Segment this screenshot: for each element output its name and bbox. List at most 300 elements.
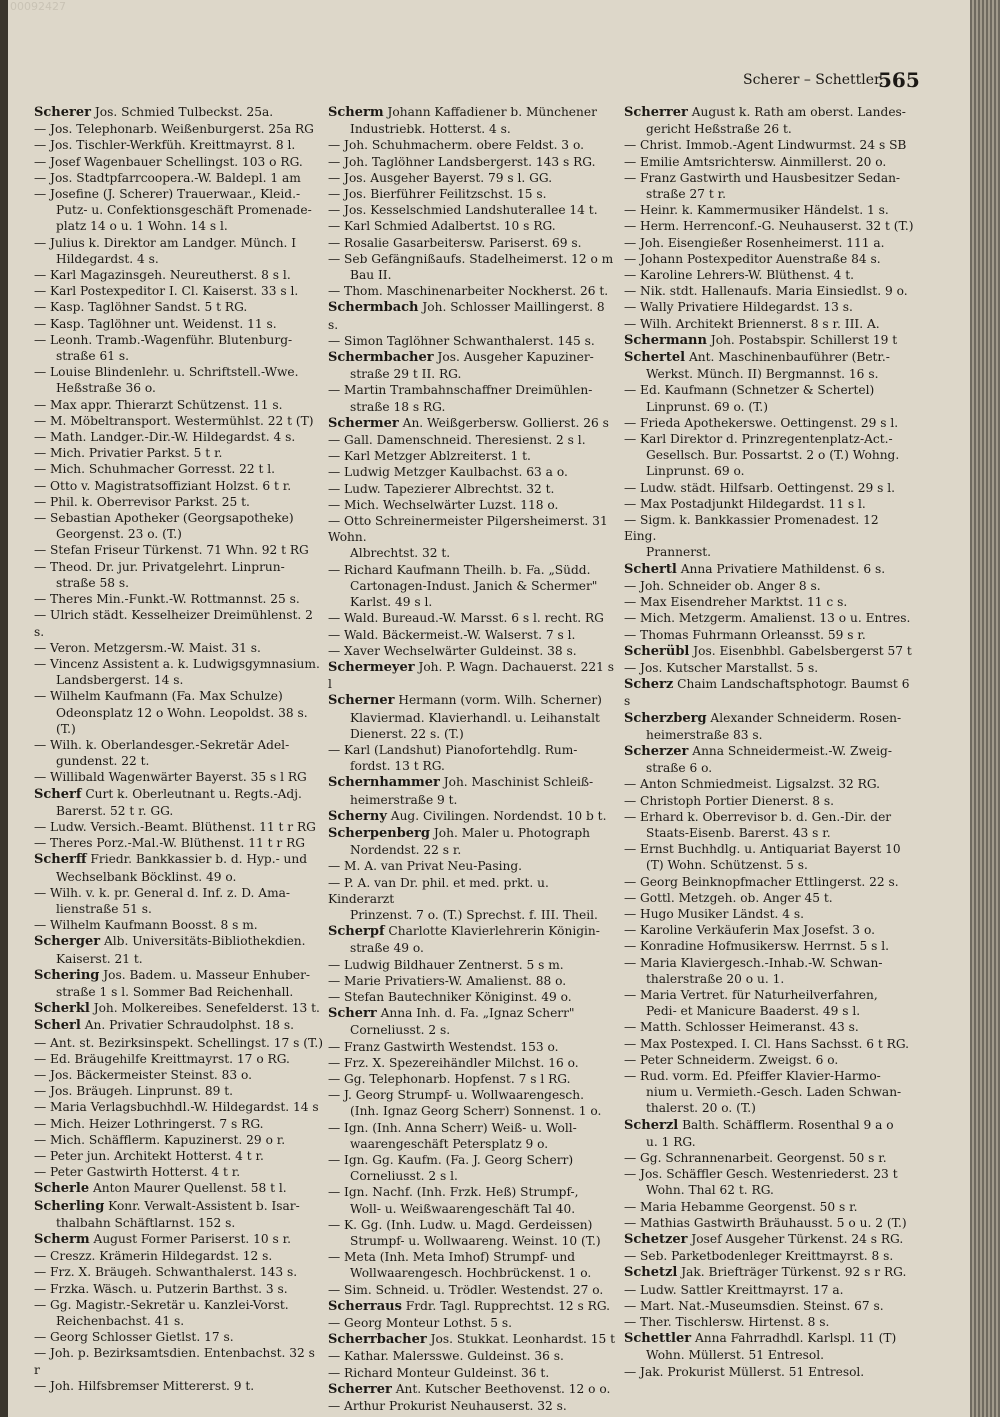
entry-surname: Scherrbacher: [328, 1332, 427, 1348]
directory-entry: [328, 1136, 618, 1152]
entry-text: — Wald. Bäckermeist.-W. Walserst. 7 s l.: [328, 627, 576, 642]
entry-text: — Arthur Prokurist Neuhauserst. 32 s.: [328, 1399, 567, 1414]
entry-text: — Xaver Wechselwärter Guldeinst. 38 s.: [328, 643, 577, 658]
directory-entry: [328, 594, 618, 610]
entry-text: — Gg. Schrannenarbeit. Georgenst. 50 s r.: [624, 1151, 887, 1165]
directory-entry: [34, 332, 324, 348]
entry-text: — Jak. Prokurist Müllerst. 51 Entresol.: [624, 1364, 865, 1379]
directory-entry: [624, 544, 914, 560]
directory-entry: [328, 989, 618, 1005]
directory-entry: [34, 526, 324, 542]
entry-text: heimerstraße 83 s.: [646, 727, 763, 742]
directory-entry: [624, 627, 914, 643]
directory-entry: [328, 399, 618, 415]
entry-text: — Otto Schreinermeister Pilgersheimerst. 31 Wohn.: [328, 514, 608, 545]
directory-entry: [624, 1084, 914, 1100]
directory-entry: [328, 235, 618, 251]
entry-text: Chaim Landschaftsphotogr. Baumst 6 s: [624, 677, 910, 709]
entry-text: — Sigm. k. Bankkassier Promenadest. 12 Eing.: [624, 513, 879, 544]
entry-text: Industriebk. Hotterst. 4 s.: [350, 122, 511, 137]
entry-text: Joh. Molkereibes. Senefelderst. 13 t.: [89, 1001, 320, 1016]
directory-entry: [624, 890, 914, 906]
directory-entry: [624, 938, 914, 954]
directory-entry: [34, 218, 324, 234]
directory-entry: [328, 1039, 618, 1055]
entry-text: — Anton Schmiedmeist. Ligsalzst. 32 RG.: [624, 777, 880, 792]
entry-text: — Gg. Magistr.-Sekretär u. Kanzlei-Vorst.: [34, 1297, 289, 1312]
entry-text: Jos. Eisenbhbl. Gabelsbergerst 57 t: [689, 643, 912, 658]
directory-entry: [328, 218, 618, 234]
directory-entry: [34, 1198, 324, 1215]
directory-entry: [328, 267, 618, 283]
entry-text: Wohn. Thal 62 t. RG.: [646, 1183, 774, 1198]
entry-text: — Theres Min.-Funkt.-W. Rottmannst. 25 s.: [34, 592, 300, 607]
directory-entry: [624, 496, 914, 512]
directory-entry: [34, 1329, 324, 1345]
entry-text: straße 61 s.: [56, 349, 129, 364]
directory-entry: [34, 819, 324, 835]
directory-entry: [624, 1231, 914, 1248]
entry-text: u. 1 RG.: [646, 1134, 696, 1149]
directory-entry: [624, 578, 914, 594]
directory-entry: [34, 672, 324, 688]
directory-entry: [34, 1000, 324, 1017]
directory-entry: [624, 415, 914, 431]
entry-surname: Schermbacher: [328, 350, 434, 366]
directory-entry: [328, 1071, 618, 1087]
directory-entry: [624, 1166, 914, 1182]
directory-entry: [624, 512, 914, 544]
entry-text: Jak. Briefträger Türkenst. 92 s r RG.: [677, 1265, 907, 1280]
entry-text: — Gall. Damenschneid. Theresienst. 2 s l.: [328, 433, 586, 448]
entry-text: — Joh. Eisengießer Rosenheimerst. 111 a.: [624, 235, 885, 250]
directory-entry: [328, 610, 618, 626]
entry-text: Charlotte Klavierlehrerin Königin-: [384, 924, 600, 939]
entry-text: straße 18 s RG.: [350, 399, 446, 414]
entry-text: straße 27 t r.: [646, 187, 726, 202]
directory-entry: [624, 366, 914, 382]
entry-text: — Otto v. Magistratsoffiziant Holzst. 6 t r.: [34, 478, 292, 493]
entry-text: — Jos. Tischler-Werkfüh. Kreittmayrst. 8 l.: [34, 138, 296, 153]
entry-text: Ant. Kutscher Beethovenst. 12 o o.: [391, 1381, 611, 1396]
directory-entry: [328, 726, 618, 742]
directory-entry: [34, 786, 324, 803]
entry-surname: Scherpenberg: [328, 825, 430, 841]
entry-text: — Hugo Musiker Ländst. 4 s.: [624, 906, 804, 921]
entry-text: Anna Fahrradhdl. Karlspl. 11 (T): [691, 1331, 897, 1346]
directory-entry: [34, 186, 324, 202]
directory-entry: [624, 676, 914, 709]
entry-text: — Sebastian Apotheker (Georgsapotheke): [34, 511, 294, 526]
directory-entry: [624, 1100, 914, 1116]
entry-text: — Georg Schlosser Gietlst. 17 s.: [34, 1330, 234, 1345]
entry-text: Frdr. Tagl. Rupprechtst. 12 s RG.: [401, 1298, 611, 1313]
directory-entry: [34, 885, 324, 901]
directory-entry: [34, 1083, 324, 1099]
entry-text: — Gottl. Metzgeh. ob. Anger 45 t.: [624, 890, 833, 905]
directory-entry: [34, 869, 324, 885]
directory-entry: [328, 1298, 618, 1315]
entry-text: — Thom. Maschinenarbeiter Nockherst. 26 t.: [328, 284, 609, 299]
entry-surname: Scherm: [328, 105, 384, 120]
directory-entry: [624, 955, 914, 971]
directory-entry: [34, 1297, 324, 1313]
directory-entry: [624, 267, 914, 283]
entry-text: — Ludwig Bildhauer Zentnerst. 5 s m.: [328, 957, 564, 972]
entry-text: — Joh. Schuhmacherm. obere Feldst. 3 o.: [328, 138, 584, 153]
directory-entry: [34, 364, 324, 380]
entry-text: — Ludw. städt. Hilfsarb. Oettingenst. 29 s l.: [624, 480, 896, 495]
directory-entry: [34, 1231, 324, 1248]
directory-entry: [624, 1182, 914, 1198]
entry-text: — Mich. Privatier Parkst. 5 t r.: [34, 446, 223, 461]
directory-entry: [624, 610, 914, 626]
directory-entry: [624, 137, 914, 153]
entry-surname: Schertel: [624, 350, 686, 366]
entry-surname: Scherzberg: [624, 710, 707, 726]
directory-entry: [34, 413, 324, 429]
entry-text: — Marie Privatiers-W. Amalienst. 88 o.: [328, 973, 567, 988]
directory-entry: [328, 1055, 618, 1071]
directory-entry: [328, 923, 618, 940]
directory-entry: [624, 1036, 914, 1052]
entry-text: Anton Maurer Quellenst. 58 t l.: [89, 1181, 287, 1196]
directory-entry: [624, 1282, 914, 1298]
entry-text: — Seb. Parketbodenleger Kreittmayrst. 8 s.: [624, 1249, 894, 1264]
entry-text: — Josef Wagenbauer Schellingst. 103 o RG.: [34, 154, 303, 169]
directory-entry: [34, 1164, 324, 1180]
directory-entry: [34, 967, 324, 984]
directory-entry: [328, 940, 618, 956]
entry-text: — Martin Trambahnschaffner Dreimühlen-: [328, 383, 593, 398]
directory-entry: [34, 803, 324, 819]
directory-entry: [624, 104, 914, 121]
entry-text: — Thomas Fuhrmann Orleansst. 59 s r.: [624, 627, 866, 642]
directory-entry: [328, 774, 618, 791]
directory-entry: [624, 1068, 914, 1084]
entry-text: — Mart. Nat.-Museumsdien. Steinst. 67 s.: [624, 1298, 884, 1313]
entry-text: — Joh. Hilfsbremser Mittererst. 9 t.: [34, 1378, 255, 1393]
directory-entry: [328, 842, 618, 858]
directory-entry: [624, 186, 914, 202]
directory-entry: [34, 478, 324, 494]
directory-entry: [328, 957, 618, 973]
directory-entry: [624, 1150, 914, 1166]
entry-surname: Schernhammer: [328, 775, 440, 791]
entry-text: — Christoph Portier Dienerst. 8 s.: [624, 793, 834, 808]
directory-entry: [328, 513, 618, 545]
entry-text: Karlst. 49 s l.: [350, 595, 433, 610]
entry-text: — Mich. Metzgerm. Amalienst. 13 o u. Entres.: [624, 611, 911, 626]
entry-text: — Wilh. Architekt Briennerst. 8 s r. III. A.: [624, 316, 880, 331]
entry-text: nium u. Vermieth.-Gesch. Laden Schwan-: [646, 1085, 902, 1100]
entry-text: — Peter jun. Architekt Hotterst. 4 t r.: [34, 1149, 264, 1163]
entry-text: Staats-Eisenb. Barerst. 43 s r.: [646, 825, 831, 840]
directory-entry: [624, 218, 914, 234]
entry-text: — Math. Landger.-Dir.-W. Hildegardst. 4 s.: [34, 430, 296, 445]
entry-text: Alexander Schneiderm. Rosen-: [706, 710, 902, 725]
entry-text: August k. Rath am oberst. Landes-: [687, 105, 906, 119]
entry-text: — Ign. Nachf. (Inh. Frzk. Heß) Strumpf-,: [328, 1185, 579, 1200]
directory-entry: [34, 380, 324, 396]
entry-text: Hermann (vorm. Wilh. Scherner): [394, 693, 602, 708]
directory-entry: [624, 710, 914, 727]
entry-text: — Kasp. Taglöhner Sandst. 5 t RG.: [34, 300, 248, 315]
entry-text: — M. Möbeltransport. Westermühlst. 22 t (T): [34, 413, 314, 428]
directory-entry: [34, 542, 324, 558]
entry-text: (Inh. Ignaz Georg Scherr) Sonnenst. 1 o.: [350, 1104, 602, 1119]
directory-entry: [624, 1298, 914, 1314]
directory-entry: [34, 397, 324, 413]
directory-entry: [34, 267, 324, 283]
entry-text: — Mich. Schäfflerm. Kapuzinerst. 29 o r.: [34, 1132, 286, 1147]
directory-entry: [34, 429, 324, 445]
entry-text: Corneliusst. 2 s.: [350, 1023, 451, 1038]
directory-entry: [34, 1215, 324, 1231]
book-gutter: [0, 0, 8, 1417]
entry-text: Linprunst. 69 o. (T.): [646, 399, 769, 414]
entry-text: — Frz. X. Spezereihändler Milchst. 16 o.: [328, 1055, 579, 1070]
directory-entry: [328, 858, 618, 874]
directory-entry: [624, 170, 914, 186]
directory-entry: [624, 594, 914, 610]
directory-entry: [624, 1052, 914, 1068]
directory-entry: [624, 316, 914, 332]
entry-text: Prannerst.: [646, 545, 712, 560]
directory-entry: [328, 1249, 618, 1265]
directory-entry: [34, 1051, 324, 1067]
directory-entry: [328, 545, 618, 561]
directory-entry: [34, 445, 324, 461]
directory-entry: [34, 753, 324, 769]
entry-text: Werkst. Münch. II) Bergmannst. 16 s.: [646, 367, 879, 382]
entry-text: — Christ. Immob.-Agent Lindwurmst. 24 s SB: [624, 138, 907, 153]
directory-entry: [328, 104, 618, 121]
directory-entry: [328, 415, 618, 432]
entry-text: August Former Pariserst. 10 s r.: [89, 1232, 291, 1247]
entry-text: — Veron. Metzgersm.-W. Maist. 31 s.: [34, 640, 261, 655]
entry-text: — P. A. van Dr. phil. et med. prkt. u. Kinderarzt: [328, 875, 549, 906]
entry-text: Cartonagen-Indust. Janich & Schermer": [350, 578, 598, 593]
entry-text: waarengeschäft Petersplatz 9 o.: [350, 1136, 549, 1151]
directory-entry: [624, 1134, 914, 1150]
entry-text: — Karl Magazinsgeh. Neureutherst. 8 s l.: [34, 268, 291, 283]
directory-entry: [34, 1345, 324, 1377]
directory-entry: [328, 382, 618, 398]
directory-entry: [328, 170, 618, 186]
entry-text: — Mich. Heizer Lothringerst. 7 s RG.: [34, 1116, 264, 1131]
entry-surname: Schettler: [624, 1331, 692, 1347]
entry-text: straße 49 o.: [350, 941, 424, 956]
entry-text: — Emilie Amtsrichtersw. Ainmillerst. 20 o.: [624, 154, 887, 169]
entry-text: Woll- u. Weißwaarengeschäft Tal 40.: [350, 1201, 576, 1216]
entry-text: — Meta (Inh. Meta Imhof) Strumpf- und: [328, 1250, 576, 1265]
entry-text: Joh. Maschinist Schleiß-: [439, 775, 594, 790]
entry-text: Joh. Maler u. Photograph: [430, 825, 591, 840]
directory-entry: [328, 1315, 618, 1331]
directory-entry: [34, 494, 324, 510]
directory-entry: [34, 137, 324, 153]
entry-text: Alb. Universitäts-Bibliothekdien.: [100, 934, 306, 949]
directory-entry: [328, 907, 618, 923]
directory-entry: [34, 283, 324, 299]
directory-entry: [624, 1347, 914, 1363]
entry-text: Kaiserst. 21 t.: [56, 951, 143, 966]
entry-text: fordst. 13 t RG.: [350, 759, 445, 774]
entry-text: — Peter Gastwirth Hotterst. 4 t r.: [34, 1165, 241, 1180]
entry-text: — Jos. Bäckermeister Steinst. 83 o.: [34, 1067, 252, 1082]
entry-text: Hildegardst. 4 s.: [56, 251, 159, 266]
entry-text: Prinzenst. 7 o. (T.) Sprechst. f. III. Theil.: [350, 907, 598, 922]
entry-text: Ant. Maschinenbauführer (Betr.-: [685, 350, 890, 365]
entry-text: Gesellsch. Bur. Possartst. 2 o (T.) Wohng.: [646, 448, 900, 463]
entry-text: Anna Inh. d. Fa. „Ignaz Scherr": [376, 1006, 575, 1021]
entry-text: Friedr. Bankkassier b. d. Hyp.- und: [86, 852, 308, 867]
entry-text: Balth. Schäfflerm. Rosenthal 9 a o: [678, 1117, 894, 1132]
entry-text: Landsbergerst. 14 s.: [56, 673, 184, 688]
entry-text: — Wilh. v. k. pr. General d. Inf. z. D. Ama-: [34, 885, 291, 900]
directory-entry: [328, 1331, 618, 1348]
entry-text: — Max Postexped. I. Cl. Hans Sachsst. 6 t RG.: [624, 1036, 910, 1051]
column-3: [624, 104, 914, 1380]
entry-text: — Julius k. Direktor am Landger. Münch. I: [34, 235, 297, 250]
entry-surname: Scherrer: [328, 1381, 392, 1397]
entry-text: Reichenbachst. 41 s.: [56, 1314, 185, 1329]
entry-text: — Frzka. Wäsch. u. Putzerin Barthst. 3 s.: [34, 1281, 288, 1296]
entry-text: (T) Wohn. Schützenst. 5 s.: [646, 858, 808, 873]
directory-entry: [328, 1398, 618, 1414]
entry-text: — Maria Vertret. für Naturheilverfahren,: [624, 987, 878, 1002]
entry-text: Konr. Verwalt-Assistent b. Isar-: [104, 1198, 300, 1213]
directory-entry: [34, 1378, 324, 1394]
directory-entry: [328, 1217, 618, 1233]
entry-surname: Scherraus: [328, 1298, 402, 1314]
entry-text: — Franz Gastwirth und Hausbesitzer Sedan-: [624, 170, 901, 185]
directory-entry: [34, 235, 324, 251]
entry-text: Wohn. Müllerst. 51 Entresol.: [646, 1348, 824, 1363]
entry-text: Linprunst. 69 o.: [646, 464, 745, 479]
directory-entry: [34, 688, 324, 704]
directory-entry: [34, 202, 324, 218]
directory-entry: [34, 154, 324, 170]
entry-surname: Scherger: [34, 934, 101, 950]
directory-entry: [34, 559, 324, 575]
directory-entry: [624, 643, 914, 660]
directory-entry: [328, 875, 618, 907]
directory-entry: [34, 901, 324, 917]
entry-text: Jos. Ausgeher Kapuziner-: [433, 350, 594, 365]
entry-surname: Scherl: [34, 1018, 81, 1034]
entry-text: — Phil. k. Oberrevisor Parkst. 25 t.: [34, 494, 250, 509]
directory-entry: [328, 497, 618, 513]
entry-surname: Scherzer: [624, 743, 689, 759]
entry-text: Johann Kaffadiener b. Münchener: [383, 105, 597, 119]
directory-entry: [328, 202, 618, 218]
entry-text: — Matth. Schlosser Heimeranst. 43 s.: [624, 1020, 859, 1035]
directory-entry: [34, 1067, 324, 1083]
entry-text: — J. Georg Strumpf- u. Wollwaarengesch.: [328, 1088, 584, 1103]
directory-entry: [328, 692, 618, 709]
entry-text: — Rud. vorm. Ed. Pfeiffer Klavier-Harmo-: [624, 1068, 881, 1083]
directory-entry: [34, 1035, 324, 1051]
directory-entry: [624, 1003, 914, 1019]
entry-text: — Peter Schneiderm. Zweigst. 6 o.: [624, 1052, 839, 1067]
page-stack-edge: [970, 0, 1000, 1417]
directory-entry: [34, 170, 324, 186]
entry-surname: Scherer: [34, 105, 91, 120]
entry-text: Anna Privatiere Mathildenst. 6 s.: [676, 561, 886, 576]
entry-text: — Jos. Bierführer Feilitzschst. 15 s.: [328, 187, 547, 202]
entry-text: — Karl Schmied Adalbertst. 10 s RG.: [328, 219, 556, 234]
entry-text: — Joh. Schneider ob. Anger 8 s.: [624, 578, 821, 593]
column-2: [328, 104, 618, 1414]
entry-text: Corneliusst. 2 s l.: [350, 1169, 458, 1184]
entry-text: An. Weißgerbersw. Gollierst. 26 s: [398, 415, 609, 430]
entry-text: — Wally Privatiere Hildegardst. 13 s.: [624, 300, 853, 315]
directory-entry: [624, 1215, 914, 1231]
directory-entry: [34, 1248, 324, 1264]
entry-surname: Scherf: [34, 786, 82, 802]
directory-entry: [34, 1281, 324, 1297]
entry-text: — Ulrich städt. Kesselheizer Dreimühlenst. 2 s.: [34, 608, 313, 639]
directory-entry: [624, 382, 914, 398]
directory-entry: [328, 792, 618, 808]
entry-text: — Georg Monteur Lothst. 5 s.: [328, 1316, 513, 1331]
entry-text: — Stefan Friseur Türkenst. 71 Whn. 92 t RG: [34, 543, 309, 558]
directory-entry: [624, 121, 914, 137]
entry-text: — Georg Beinknopfmacher Ettlingerst. 22 s.: [624, 874, 899, 889]
entry-text: — Konradine Hofmusikersw. Herrnst. 5 s l.: [624, 939, 889, 954]
directory-entry: [624, 660, 914, 676]
entry-text: — Ludwig Metzger Kaulbachst. 63 a o.: [328, 465, 568, 480]
entry-surname: Scherff: [34, 852, 87, 868]
entry-text: — Ernst Buchhdlg. u. Antiquariat Bayerst 10: [624, 842, 901, 857]
directory-entry: [328, 1022, 618, 1038]
entry-text: — Jos. Schäffler Gesch. Westenriederst. 23 t: [624, 1167, 898, 1182]
entry-surname: Scherle: [34, 1181, 90, 1197]
entry-text: — Theres Porz.-Mal.-W. Blüthenst. 11 t r RG: [34, 836, 305, 851]
entry-text: Anna Schneidermeist.-W. Zweig-: [688, 743, 892, 758]
entry-text: — Wilh. k. Oberlandesger.-Sekretär Adel-: [34, 737, 290, 752]
entry-text: straße 6 o.: [646, 761, 713, 776]
entry-text: — Franz Gastwirth Westendst. 153 o.: [328, 1039, 559, 1054]
entry-text: — Kasp. Taglöhner unt. Weidenst. 11 s.: [34, 316, 277, 331]
entry-text: — K. Gg. (Inh. Ludw. u. Magd. Gerdeissen): [328, 1217, 593, 1232]
directory-entry: [624, 202, 914, 218]
entry-text: — M. A. van Privat Neu-Pasing.: [328, 859, 522, 874]
directory-entry: [624, 1364, 914, 1380]
entry-text: — Vincenz Assistent a. k. Ludwigsgymnasium.: [34, 656, 320, 671]
entry-text: — Karoline Verkäuferin Max Josefst. 3 o.: [624, 923, 875, 938]
scan-stamp: 00092427: [10, 0, 66, 13]
entry-text: Putz- u. Confektionsgeschäft Promenade-: [56, 203, 312, 218]
directory-entry: [34, 1099, 324, 1115]
directory-entry: [328, 562, 618, 578]
entry-text: — Ther. Tischlersw. Hirtenst. 8 s.: [624, 1315, 830, 1330]
entry-text: — Wilhelm Kaufmann Boosst. 8 s m.: [34, 918, 258, 933]
entry-text: — Jos. Kutscher Marstallst. 5 s.: [624, 660, 819, 675]
entry-text: straße 29 t II. RG.: [350, 367, 462, 382]
directory-entry: [328, 1265, 618, 1281]
directory-entry: [34, 104, 324, 121]
directory-entry: [624, 743, 914, 760]
directory-entry: [328, 825, 618, 842]
entry-text: Joh. P. Wagn. Dachauerst. 221 s l: [328, 659, 615, 692]
directory-entry: [328, 432, 618, 448]
entry-surname: Schetzl: [624, 1265, 678, 1281]
directory-entry: [328, 251, 618, 267]
directory-entry: [34, 461, 324, 477]
